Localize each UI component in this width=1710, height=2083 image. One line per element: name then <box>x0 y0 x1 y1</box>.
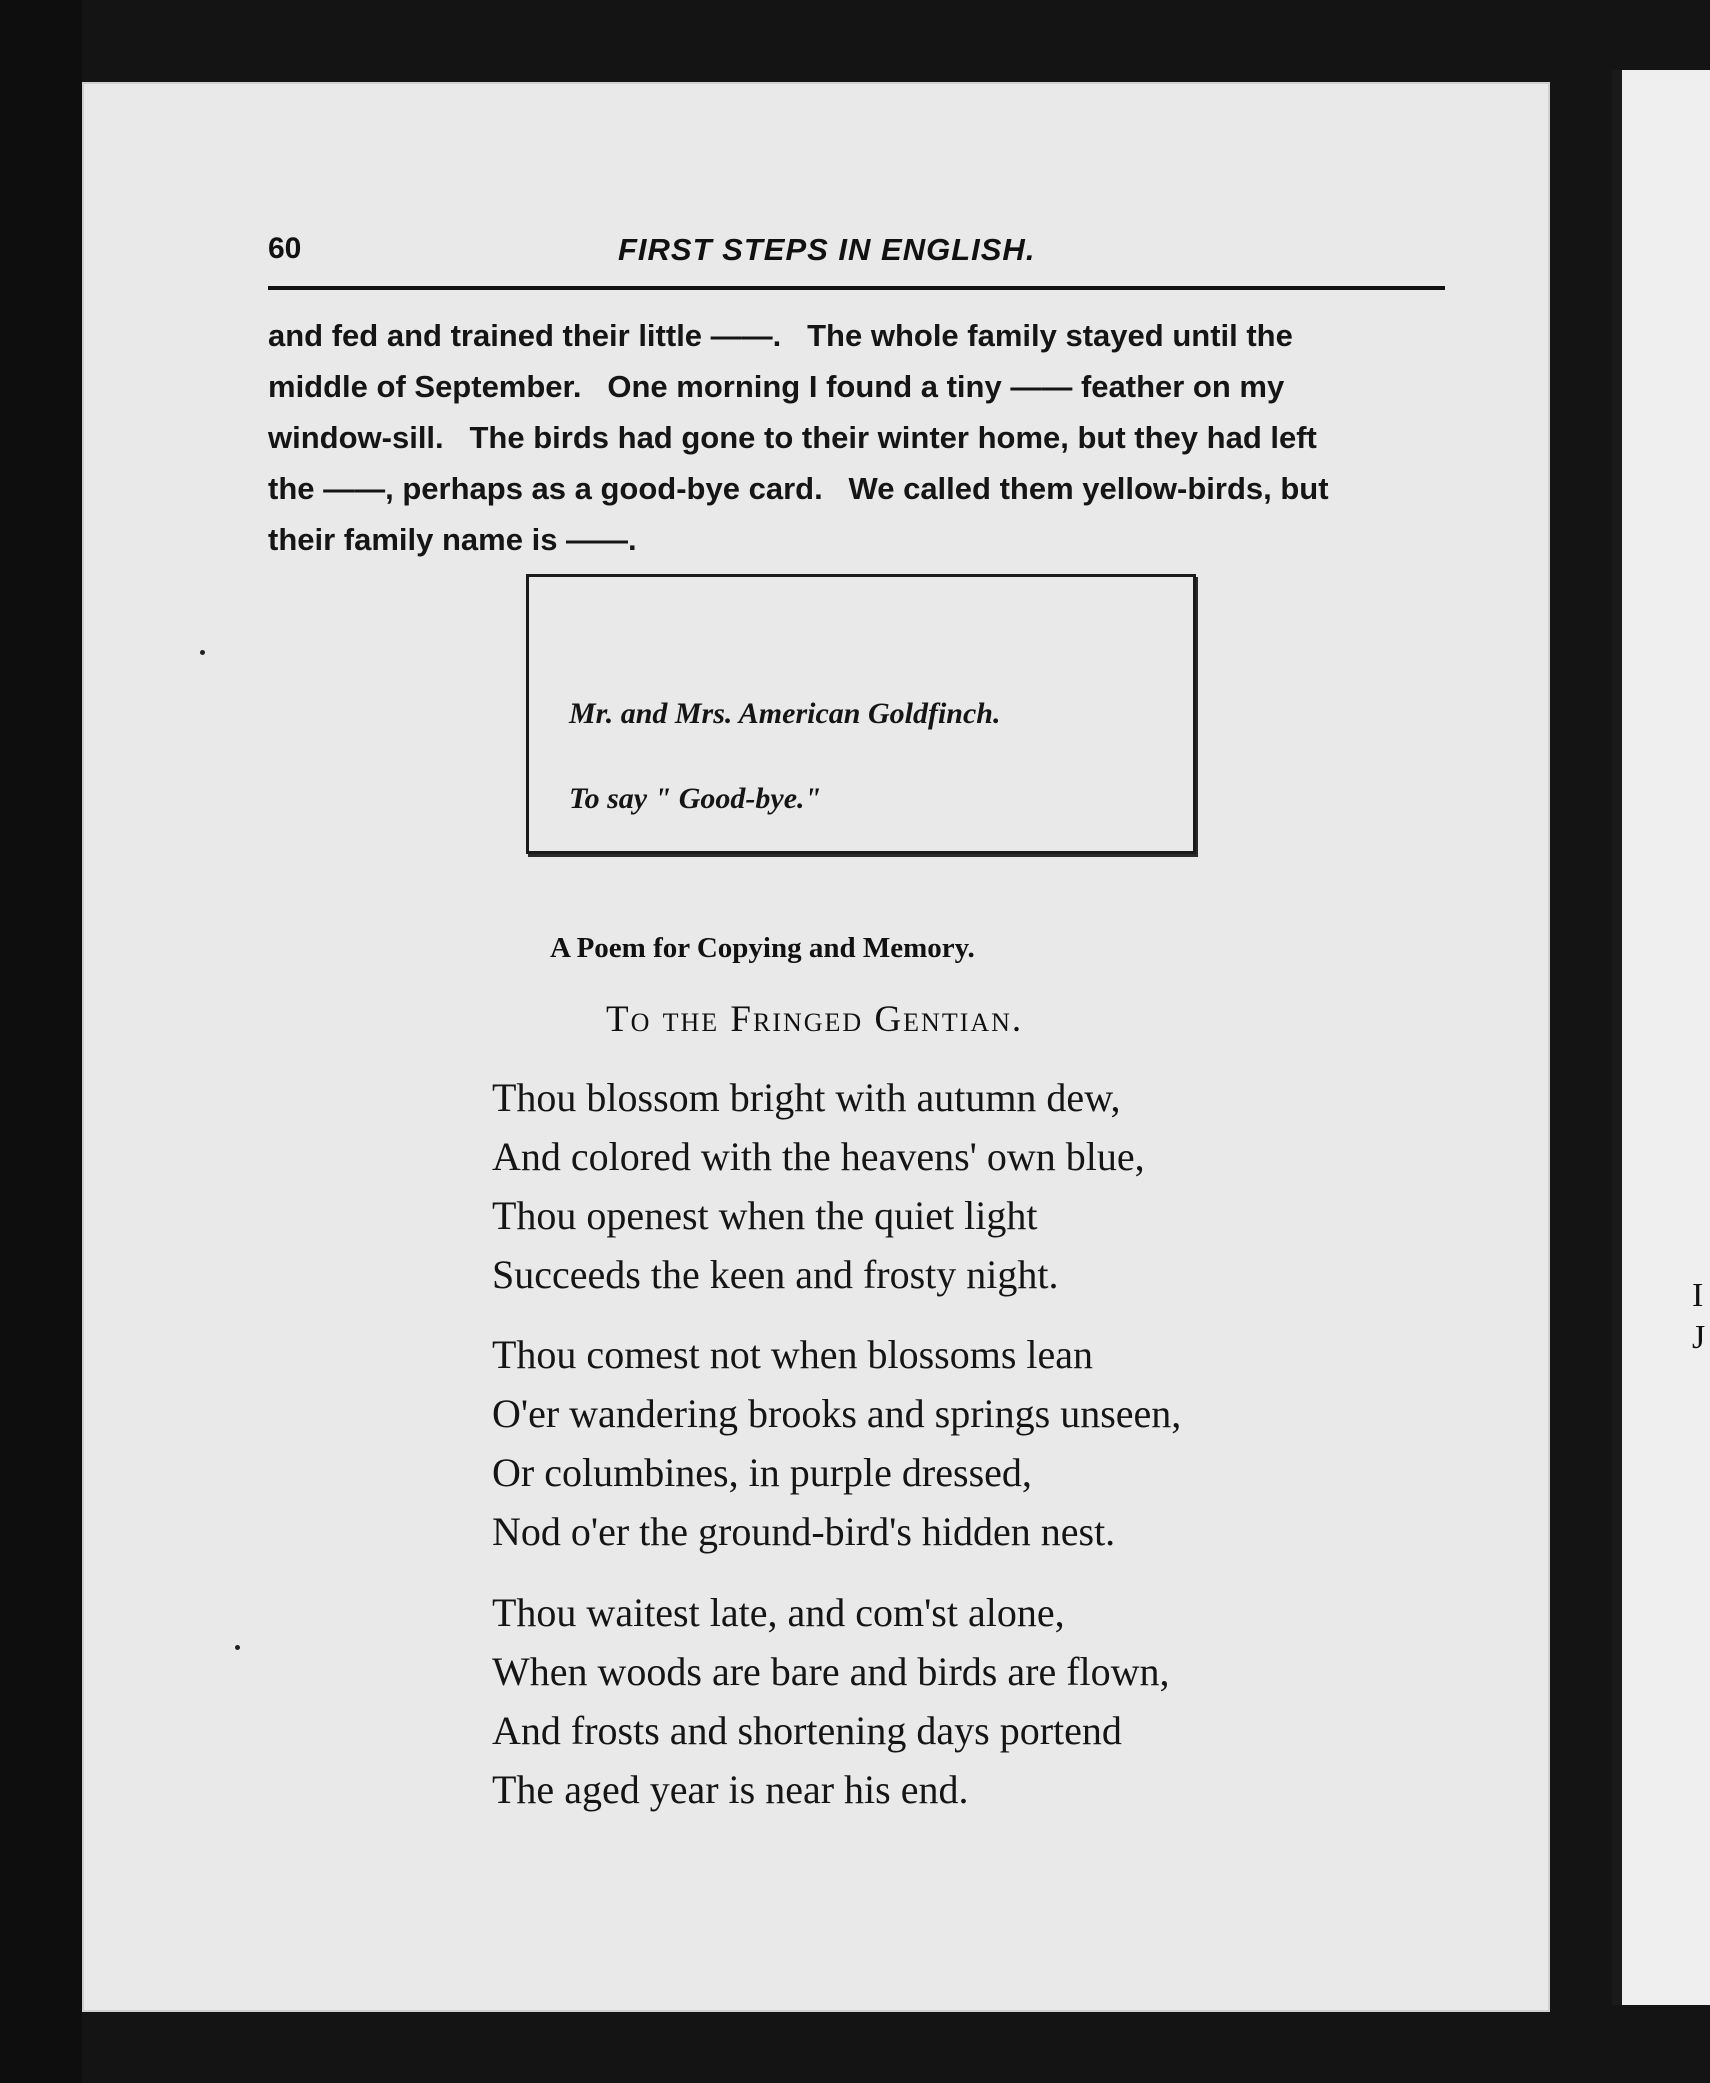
book-gutter <box>1612 70 1622 2005</box>
prose-line <box>268 361 1448 412</box>
poem-stanza <box>492 1068 1392 1304</box>
header-rule <box>268 286 1445 290</box>
adjacent-page <box>1612 70 1710 2005</box>
prose-line-text: and fed and trained their little ——. The whole family stayed until the <box>268 318 1293 353</box>
poem-section-heading: A Poem for Copying and Memory. <box>550 932 975 964</box>
scan-background-left <box>0 0 82 2083</box>
prose-line-text: middle of September. One morning I found a tiny —— feather on my <box>268 369 1285 404</box>
prose-line <box>268 463 1448 514</box>
poem-verse: O'er wandering brooks and springs unseen, <box>492 1391 1182 1436</box>
prose-paragraph <box>268 310 1448 565</box>
poem-stanza <box>492 1583 1392 1819</box>
poem-verse: When woods are bare and birds are flown, <box>492 1649 1170 1694</box>
prose-line <box>268 412 1448 463</box>
scan-speck <box>235 1645 240 1650</box>
poem-title: To the Fringed Gentian. <box>606 999 1024 1040</box>
adjacent-page-text <box>1692 1275 1705 1359</box>
card-note: To say " Good-bye." <box>569 782 822 815</box>
calling-card <box>526 574 1196 854</box>
card-name: Mr. and Mrs. American Goldfinch. <box>569 697 1001 730</box>
adjacent-page-letter: J <box>1692 1319 1706 1356</box>
running-head: FIRST STEPS IN ENGLISH. <box>618 232 1036 267</box>
prose-line <box>268 310 1448 361</box>
prose-line-text: their family name is ——. <box>268 522 637 557</box>
poem-verse: Or columbines, in purple dressed, <box>492 1450 1032 1495</box>
poem-stanza <box>492 1325 1392 1561</box>
poem-verse: And frosts and shortening days portend <box>492 1708 1122 1753</box>
page-number: 60 <box>268 232 302 265</box>
poem-verse: Thou openest when the quiet light <box>492 1193 1038 1238</box>
poem-verse: Nod o'er the ground-bird's hidden nest. <box>492 1509 1116 1554</box>
poem-verse: Thou blossom bright with autumn dew, <box>492 1075 1121 1120</box>
prose-line-text: the ——, perhaps as a good-bye card. We called them yellow-birds, but <box>268 471 1329 506</box>
poem-verse: Thou comest not when blossoms lean <box>492 1332 1094 1377</box>
poem-verse: Thou waitest late, and com'st alone, <box>492 1590 1065 1635</box>
poem-verse: The aged year is near his end. <box>492 1767 969 1812</box>
prose-line-text: window-sill. The birds had gone to their winter home, but they had left <box>268 420 1317 455</box>
adjacent-page-letter: I <box>1692 1277 1704 1314</box>
scan-speck <box>200 650 205 655</box>
poem-verse: And colored with the heavens' own blue, <box>492 1134 1145 1179</box>
prose-line <box>268 514 1448 565</box>
poem-verse: Succeeds the keen and frosty night. <box>492 1252 1059 1297</box>
